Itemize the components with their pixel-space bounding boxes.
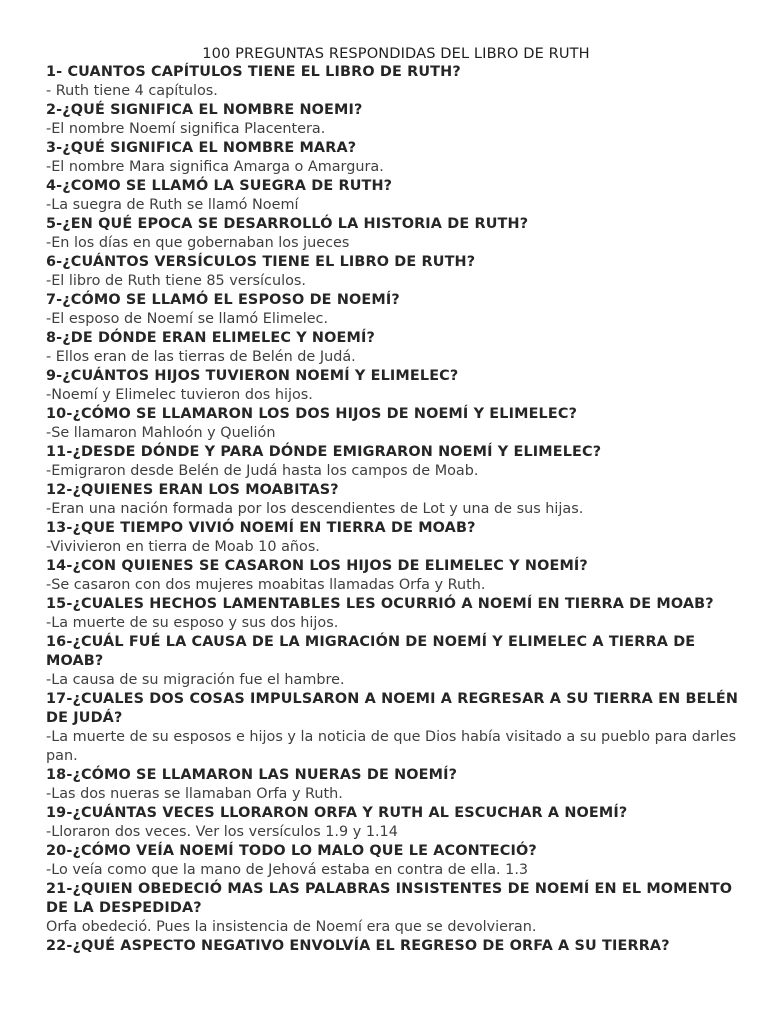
answer-text: -Lo veía como que la mano de Jehová estaba en contra de ella. 1.3 [46, 862, 529, 878]
qa-item [46, 405, 746, 443]
question-text: 18-¿CÓMO SE LLAMARON LAS NUERAS DE NOEMÍ? [46, 767, 458, 783]
question-text: 11-¿DESDE DÓNDE Y PARA DÓNDE EMIGRARON NOEMÍ Y ELIMELEC? [46, 444, 602, 460]
answer-text: -El libro de Ruth tiene 85 versículos. [46, 273, 306, 289]
question-text: 21-¿QUIEN OBEDECIÓ MAS LAS PALABRAS INSISTENTES DE NOEMÍ EN EL MOMENTO DE LA DESPEDIDA? [46, 881, 733, 916]
qa-item [46, 139, 746, 177]
qa-item [46, 177, 746, 215]
answer-text: -Vivivieron en tierra de Moab 10 años. [46, 539, 320, 555]
question-text: 6-¿CUÁNTOS VERSÍCULOS TIENE EL LIBRO DE RUTH? [46, 254, 476, 270]
question-text: 4-¿COMO SE LLAMÓ LA SUEGRA DE RUTH? [46, 178, 393, 194]
question-text: 17-¿CUALES DOS COSAS IMPULSARON A NOEMI A REGRESAR A SU TIERRA EN BELÉN DE JUDÁ? [46, 691, 739, 726]
question-text: 19-¿CUÁNTAS VECES LLORARON ORFA Y RUTH AL ESCUCHAR A NOEMÍ? [46, 805, 628, 821]
question-text: 14-¿CON QUIENES SE CASARON LOS HIJOS DE ELIMELEC Y NOEMÍ? [46, 558, 588, 574]
answer-text: -Se llamaron Mahloón y Quelión [46, 425, 276, 441]
qa-item [46, 880, 746, 937]
qa-item [46, 63, 746, 101]
answer-text: - Ellos eran de las tierras de Belén de Judá. [46, 349, 356, 365]
answer-text: -El nombre Mara significa Amarga o Amargura. [46, 159, 384, 175]
answer-text: -El esposo de Noemí se llamó Elimelec. [46, 311, 329, 327]
answer-text: -Las dos nueras se llamaban Orfa y Ruth. [46, 786, 343, 802]
answer-text: -Emigraron desde Belén de Judá hasta los campos de Moab. [46, 463, 479, 479]
question-text: 8-¿DE DÓNDE ERAN ELIMELEC Y NOEMÍ? [46, 330, 375, 346]
question-text: 16-¿CUÁL FUÉ LA CAUSA DE LA MIGRACIÓN DE NOEMÍ Y ELIMELEC A TIERRA DE MOAB? [46, 634, 696, 669]
answer-text: - Ruth tiene 4 capítulos. [46, 83, 218, 99]
question-text: 13-¿QUE TIEMPO VIVIÓ NOEMÍ EN TIERRA DE MOAB? [46, 520, 476, 536]
document-title: 100 PREGUNTAS RESPONDIDAS DEL LIBRO DE RUTH [202, 45, 590, 62]
answer-text: -Se casaron con dos mujeres moabitas llamadas Orfa y Ruth. [46, 577, 486, 593]
qa-item [46, 329, 746, 367]
qa-item [46, 253, 746, 291]
question-text: 15-¿CUALES HECHOS LAMENTABLES LES OCURRIÓ A NOEMÍ EN TIERRA DE MOAB? [46, 596, 714, 612]
question-text: 5-¿EN QUÉ EPOCA SE DESARROLLÓ LA HISTORIA DE RUTH? [46, 216, 529, 232]
qa-item [46, 443, 746, 481]
qa-item [46, 690, 746, 766]
answer-text: -La muerte de su esposos e hijos y la noticia de que Dios había visitado a su pueblo para darles pan. [46, 729, 737, 764]
qa-item [46, 215, 746, 253]
question-text: 7-¿CÓMO SE LLAMÓ EL ESPOSO DE NOEMÍ? [46, 292, 400, 308]
question-text: 12-¿QUIENES ERAN LOS MOABITAS? [46, 482, 339, 498]
qa-item [46, 101, 746, 139]
qa-item [46, 519, 746, 557]
qa-item [46, 633, 746, 690]
qa-item [46, 766, 746, 804]
answer-text: -La suegra de Ruth se llamó Noemí [46, 197, 299, 213]
answer-text: -En los días en que gobernaban los jueces [46, 235, 350, 251]
question-text: 22-¿QUÉ ASPECTO NEGATIVO ENVOLVÍA EL REGRESO DE ORFA A SU TIERRA? [46, 938, 670, 954]
document-page [46, 44, 746, 956]
qa-item [46, 557, 746, 595]
qa-item [46, 842, 746, 880]
answer-text: -Noemí y Elimelec tuvieron dos hijos. [46, 387, 313, 403]
answer-text: -La muerte de su esposo y sus dos hijos. [46, 615, 339, 631]
question-text: 10-¿CÓMO SE LLAMARON LOS DOS HIJOS DE NOEMÍ Y ELIMELEC? [46, 406, 578, 422]
answer-text: Orfa obedeció. Pues la insistencia de Noemí era que se devolvieran. [46, 919, 537, 935]
answer-text: -Eran una nación formada por los descendientes de Lot y una de sus hijas. [46, 501, 584, 517]
qa-item [46, 937, 746, 956]
qa-item [46, 804, 746, 842]
qa-item [46, 481, 746, 519]
answer-text: -Lloraron dos veces. Ver los versículos 1.9 y 1.14 [46, 824, 398, 840]
question-text: 3-¿QUÉ SIGNIFICA EL NOMBRE MARA? [46, 140, 357, 156]
question-text: 9-¿CUÁNTOS HIJOS TUVIERON NOEMÍ Y ELIMELEC? [46, 368, 459, 384]
question-text: 1- CUANTOS CAPÍTULOS TIENE EL LIBRO DE RUTH? [46, 64, 461, 80]
question-text: 20-¿CÓMO VEÍA NOEMÍ TODO LO MALO QUE LE ACONTECIÓ? [46, 843, 537, 859]
qa-item [46, 595, 746, 633]
qa-item [46, 367, 746, 405]
answer-text: -El nombre Noemí significa Placentera. [46, 121, 326, 137]
qa-list [46, 63, 746, 956]
qa-item [46, 291, 746, 329]
question-text: 2-¿QUÉ SIGNIFICA EL NOMBRE NOEMI? [46, 102, 363, 118]
answer-text: -La causa de su migración fue el hambre. [46, 672, 345, 688]
